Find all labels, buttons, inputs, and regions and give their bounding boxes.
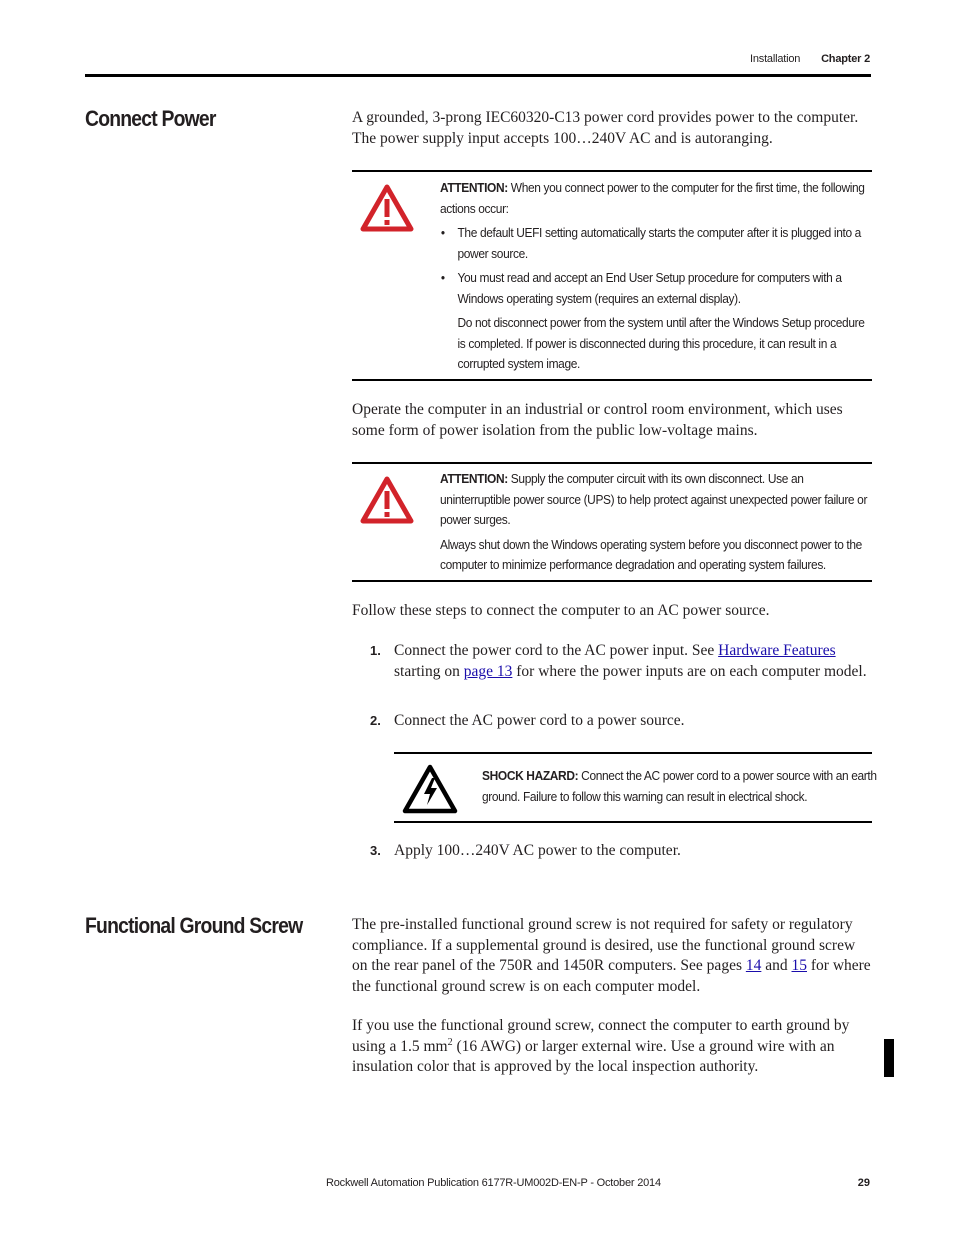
header-rule (85, 74, 871, 77)
running-header (750, 53, 870, 65)
list-item: • You must read and accept an End User Setup procedure for computers with a Windows operating system (requires an external display). (440, 270, 842, 306)
attention-1-note: Do not disconnect power from the system until after the Windows Setup procedure is completed. If power is disconnected during this procedure, it can result in a corrupted system image. (457, 315, 865, 371)
page-13-link[interactable]: page 13 (463, 662, 513, 680)
heading-connect-power: Connect Power (85, 106, 216, 131)
ground-screw-paragraph-2: If you use the functional ground screw, connect the computer to earth ground by using a 1.5 $mm^2$ (16 AWG) or larger external wire. Use a ground wire with an insulation color that is approved by the local inspection authority. (352, 1017, 850, 1075)
shock-hazard-callout (394, 752, 877, 823)
attention-2-lead: Supply the computer circuit with its own disconnect. Use an uninterruptible power source (UPS) to help protect against unexpected power failure or power surges. (440, 471, 868, 527)
attention-callout-2 (352, 462, 872, 582)
attention-2-note: Always shut down the Windows operating system before you disconnect power to the computer to minimize performance degradation and operating system failures. (440, 536, 862, 572)
page-number: 29 (857, 1177, 870, 1189)
footer-publication: Rockwell Automation Publication 6177R-UM002D-EN-P - October 2014 (326, 1177, 661, 1189)
attention-1-lead: When you connect power to the computer for the first time, the following actions occur: (440, 180, 865, 216)
attention-1-label: ATTENTION: (440, 180, 508, 195)
attention-callout-1 (352, 170, 872, 381)
connect-power-paragraph-2: Operate the computer in an industrial or control room environment, which uses some form of power isolation from the public low-voltage mains. (352, 401, 843, 439)
warning-triangle-icon (360, 184, 414, 237)
warning-triangle-icon (360, 476, 414, 529)
attention-2-label: ATTENTION: (440, 471, 508, 486)
step-3 (370, 841, 870, 862)
step-1 (370, 641, 870, 682)
step-number: 2. (370, 713, 381, 728)
chapter-tab-marker (884, 1039, 894, 1077)
ground-screw-paragraph-1: The pre-installed functional ground screw is not required for safety or regulatory compliance. If a supplemental ground is desired, use the functional ground screw on the rear panel of the 750R and 1450R computers. See pages 14 and 15 for where the functional ground screw is on each computer model. (352, 916, 871, 995)
step-text: Connect the power cord to the AC power input. See Hardware Features starting on page 13 for where the power inputs are on each computer model. (394, 642, 867, 680)
step-text: Connect the AC power cord to a power source. (394, 712, 685, 729)
header-section: Installation (750, 53, 801, 65)
shock-hazard-icon (402, 764, 458, 819)
header-chapter: Chapter 2 (821, 53, 870, 65)
hardware-features-link[interactable]: Hardware Features (718, 642, 836, 659)
step-text: Apply 100…240V AC power to the computer. (394, 842, 681, 859)
step-number: 3. (370, 843, 381, 858)
step-2 (370, 711, 870, 732)
shock-hazard-label: SHOCK HAZARD: (482, 768, 579, 783)
shock-hazard-text: SHOCK HAZARD: Connect the AC power cord to a power source with an earth ground. Failure to follow this warning can result in electrical shock. (482, 768, 877, 804)
list-item: • The default UEFI setting automatically starts the computer after it is plugged into a power source. (440, 225, 861, 261)
attention-2-text (440, 469, 872, 576)
step-number: 1. (370, 643, 381, 658)
attention-1-list (440, 223, 872, 309)
page-15-link[interactable]: 15 (791, 957, 807, 974)
heading-functional-ground-screw: Functional Ground Screw (85, 913, 303, 938)
attention-1-text (440, 178, 872, 375)
connect-power-paragraph-3: Follow these steps to connect the computer to an AC power source. (352, 602, 770, 619)
page-14-link[interactable]: 14 (745, 957, 762, 974)
connect-power-intro: A grounded, 3-prong IEC60320-C13 power cord provides power to the computer. The power supply input accepts 100…240V AC and is autoranging. (352, 109, 859, 147)
